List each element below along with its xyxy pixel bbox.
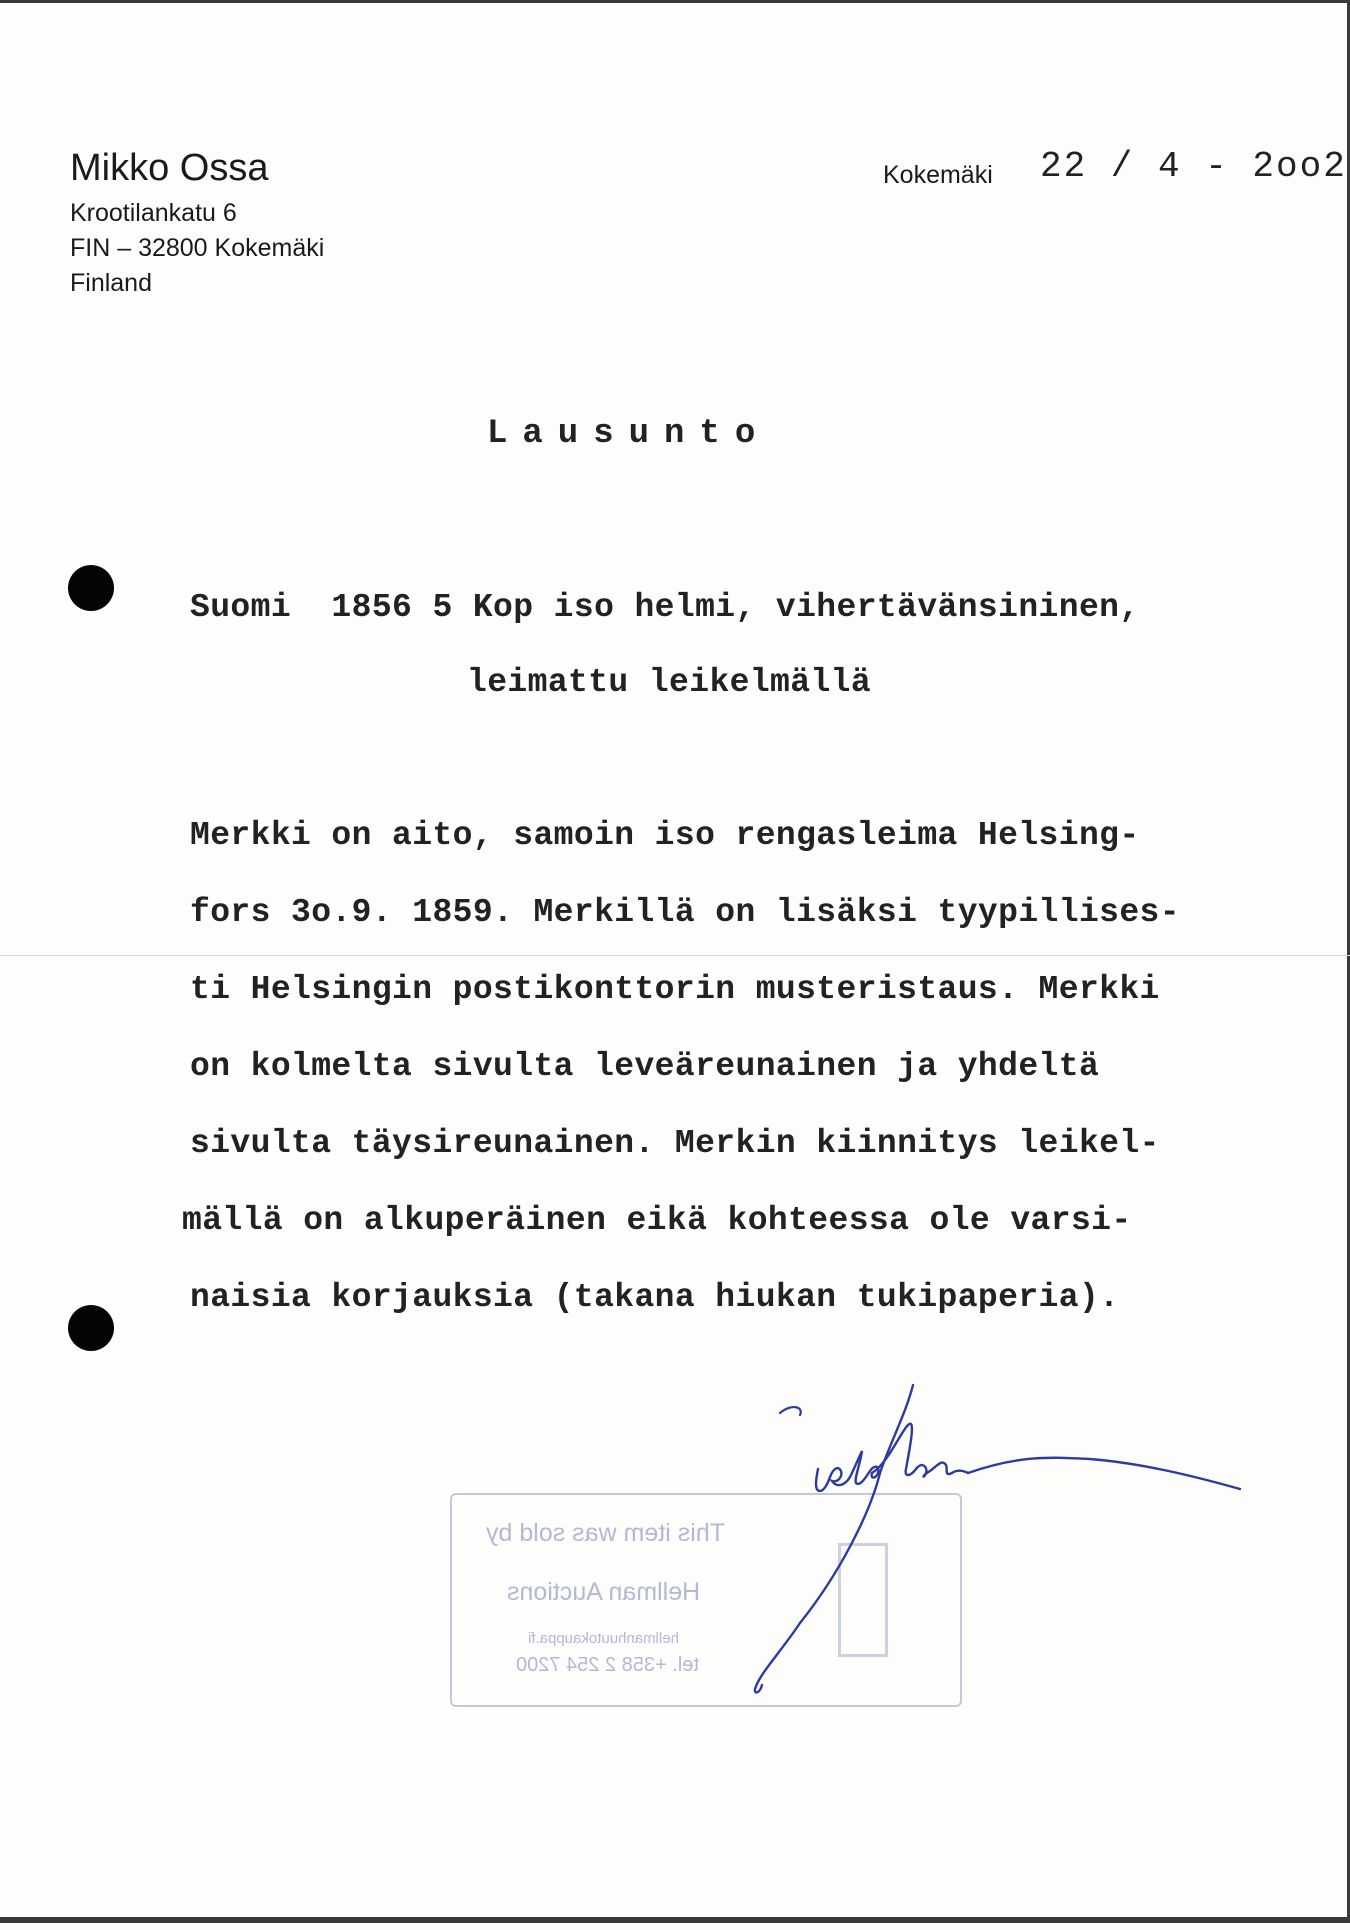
place-label: Kokemäki	[883, 161, 993, 189]
item-line-2: leimattu leikelmällä	[467, 664, 872, 701]
sender-country: Finland	[70, 269, 152, 297]
document-title: Lausunto	[487, 415, 771, 453]
statement-line: ti Helsingin postikonttorin musteristaus. Merkki	[190, 971, 1160, 1008]
statement-line: fors 3o.9. 1859. Merkillä on lisäksi tyypillises-	[190, 894, 1180, 931]
statement-line: Merkki on aito, samoin iso rengasleima Helsing-	[190, 817, 1140, 854]
auction-stamp-line-3: hellmanhuutokauppa.fi	[528, 1630, 679, 1647]
auction-stamp-line-4: tel. +358 2 254 7200	[516, 1654, 699, 1676]
paper-fold-line	[0, 955, 1350, 956]
statement-line: sivulta täysireunainen. Merkin kiinnitys leikel-	[190, 1125, 1160, 1162]
punch-hole-bottom	[68, 1305, 114, 1351]
sender-postal: FIN – 32800 Kokemäki	[70, 234, 325, 262]
statement-line: on kolmelta sivulta leveäreunainen ja yhdeltä	[190, 1048, 1100, 1085]
auction-stamp-line-2: Hellman Auctions	[507, 1578, 701, 1606]
page-bottom-edge	[0, 1917, 1350, 1923]
sender-name: Mikko Ossa	[70, 147, 269, 189]
auction-stamp-line-1: This item was sold by	[486, 1519, 725, 1547]
sender-street: Krootilankatu 6	[70, 199, 237, 227]
statement-line: mällä on alkuperäinen eikä kohteessa ole varsi-	[182, 1202, 1132, 1239]
statement-line: naisia korjauksia (takana hiukan tukipaperia).	[190, 1279, 1120, 1316]
item-line-1: Suomi 1856 5 Kop iso helmi, vihertävänsininen,	[190, 589, 1140, 626]
handwritten-date: 22 / 4 - 2oo2	[1040, 146, 1347, 187]
punch-hole-top	[68, 565, 114, 611]
signature-image	[720, 1373, 1280, 1703]
